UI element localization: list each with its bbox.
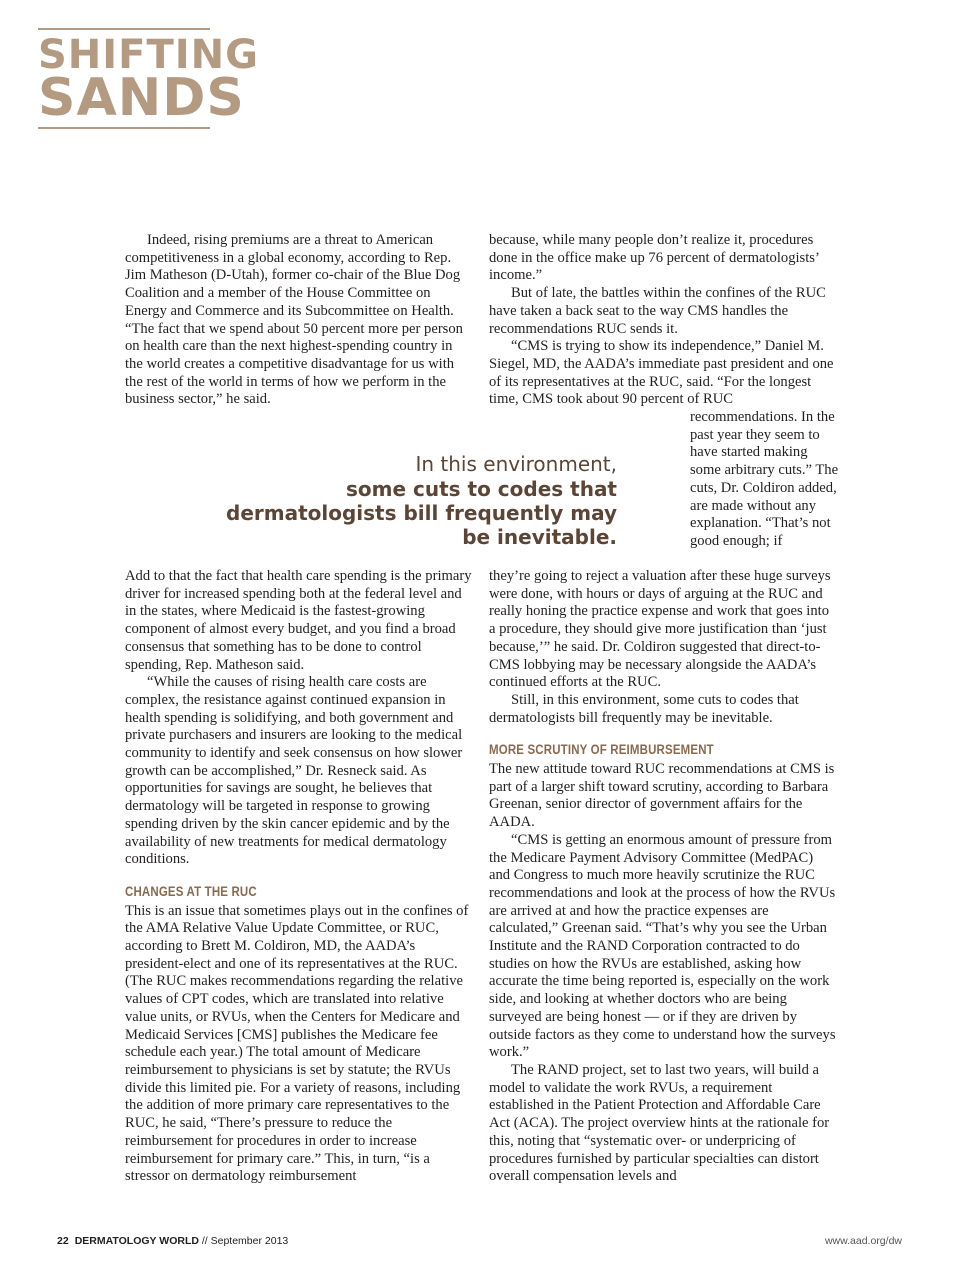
paragraph: The new attitude toward RUC recommendations at CMS is part of a larger shift toward scrutiny, according to Barbara Greenan, senior director of government affairs for the AADA. bbox=[489, 761, 835, 831]
paragraph: “CMS is trying to show its independence,” Daniel M. Siegel, MD, the AADA’s immediate past president and one of its representatives at the RUC, said. “For the longest time, CMS took about 90 percent of RUC bbox=[489, 338, 834, 408]
paragraph: But of late, the battles within the confines of the RUC have taken a back seat to the way CMS handles the recommendations RUC sends it. bbox=[489, 285, 826, 337]
paragraph: “CMS is getting an enormous amount of pressure from the Medicare Payment Advisory Committee (MedPAC) and Congress to much more heavily scrutinize the RUC recommendations and look at the process of how the RVUs are arrived at and how the practice expenses are calculated,” Greenan said. “That’s why you see the Urban Institute and the RAND Corporation contracted to do studies on how the RVUs are established, asking how accurate the time being reported is, especially on the work side, and looking at whether doctors who are being surveyed are being honest — or if they are driven by outside factors as they come to understand how the surveys work.” bbox=[489, 831, 836, 1061]
column-right-top bbox=[489, 232, 837, 409]
section-kicker bbox=[38, 28, 259, 129]
page-number: 22 bbox=[57, 1235, 69, 1247]
paragraph: they’re going to reject a valuation after these huge surveys were done, with hours or days of arguing at the RUC and really honing the practice expense and work that goes into a procedure, they should give more justification than ‘just because,’” he said. Dr. Coldiron suggested that direct-to-CMS lobbying may be necessary alongside the AADA’s continued efforts at the RUC. bbox=[489, 568, 831, 691]
column-left-bottom bbox=[125, 568, 473, 1186]
column-right-narrow bbox=[690, 409, 840, 551]
magazine-name: DERMATOLOGY WORLD bbox=[74, 1235, 199, 1247]
pull-quote-body: some cuts to codes that dermatologists bill frequently may be inevitable. bbox=[226, 477, 617, 549]
pull-quote bbox=[200, 452, 617, 549]
paragraph: Still, in this environment, some cuts to codes that dermatologists bill frequently may be inevitable. bbox=[489, 691, 799, 726]
paragraph: Add to that the fact that health care spending is the primary driver for increased spending both at the federal level and in the states, where Medicaid is the fastest-growing component of almost every budget, and you find a broad consensus that something has to be done to control spending, Rep. Matheson said. bbox=[125, 568, 472, 673]
pull-quote-lead: In this environment, bbox=[415, 452, 617, 476]
kicker-line-2: SANDS bbox=[38, 68, 245, 128]
kicker-line-1: SHIFTING bbox=[38, 32, 259, 78]
section-heading: CHANGES AT THE RUC bbox=[125, 883, 257, 899]
issue-date: // September 2013 bbox=[198, 1235, 289, 1247]
paragraph: Indeed, rising premiums are a threat to American competitiveness in a global economy, according to Rep. Jim Matheson (D-Utah), former co-chair of the Blue Dog Coalition and a member of the House Committee on Energy and Commerce and its Subcommittee on Health. “The fact that we spend about 50 percent more per person on health care than the next highest-spending country in the world creates a competitive disadvantage for us with the rest of the world in terms of how we perform in the business sector,” he said. bbox=[125, 232, 463, 408]
paragraph: because, while many people don’t realize it, procedures done in the office make up 76 percent of dermatologists’ income.” bbox=[489, 232, 819, 284]
page-footer bbox=[57, 1235, 288, 1247]
column-right-bottom bbox=[489, 568, 837, 1186]
section-heading: MORE SCRUTINY OF REIMBURSEMENT bbox=[489, 742, 714, 758]
paragraph: recommendations. In the past year they seem to have started making some arbitrary cuts.” The cuts, Dr. Coldiron added, are made without any explanation. “That’s not good enough; if bbox=[690, 409, 839, 549]
paragraph: “While the causes of rising health care costs are complex, the resistance against continued expansion in health spending is solidifying, and both government and private purchasers and insurers are looking to the medical community to identify and seek consensus on how slower growth can be accomplished,” Dr. Resneck said. As opportunities for savings are sought, he believes that dermatology will be targeted in response to growing spending driven by the skin cancer epidemic and by the availability of new treatments for medical dermatology conditions. bbox=[125, 674, 463, 868]
footer-url[interactable]: www.aad.org/dw bbox=[824, 1235, 902, 1247]
paragraph: This is an issue that sometimes plays out in the confines of the AMA Relative Value Update Committee, or RUC, according to Brett M. Coldiron, MD, the AADA’s president-elect and one of its representatives at the RUC. (The RUC makes recommendations regarding the relative values of CPT codes, which are translated into relative value units, or RVUs, when the Centers for Medicare and Medicaid Services [CMS] publishes the Medicare fee schedule each year.) The total amount of Medicare reimbursement to physicians is set by statute; the RVUs divide this limited pie. For a variety of reasons, including the addition of more primary care representatives to the RUC, he said, “There’s pressure to reduce the reimbursement for procedures in order to increase reimbursement for primary care.” This, in turn, “is a stressor on dermatology reimbursement bbox=[125, 902, 469, 1185]
paragraph: The RAND project, set to last two years, will build a model to validate the work RVUs, a requirement established in the Patient Protection and Affordable Care Act (ACA). The project overview hints at the rationale for this, noting that “systematic over- or underpricing of procedures furnished by particular specialties can distort overall compensation levels and bbox=[489, 1061, 830, 1185]
column-left-top bbox=[125, 232, 473, 409]
